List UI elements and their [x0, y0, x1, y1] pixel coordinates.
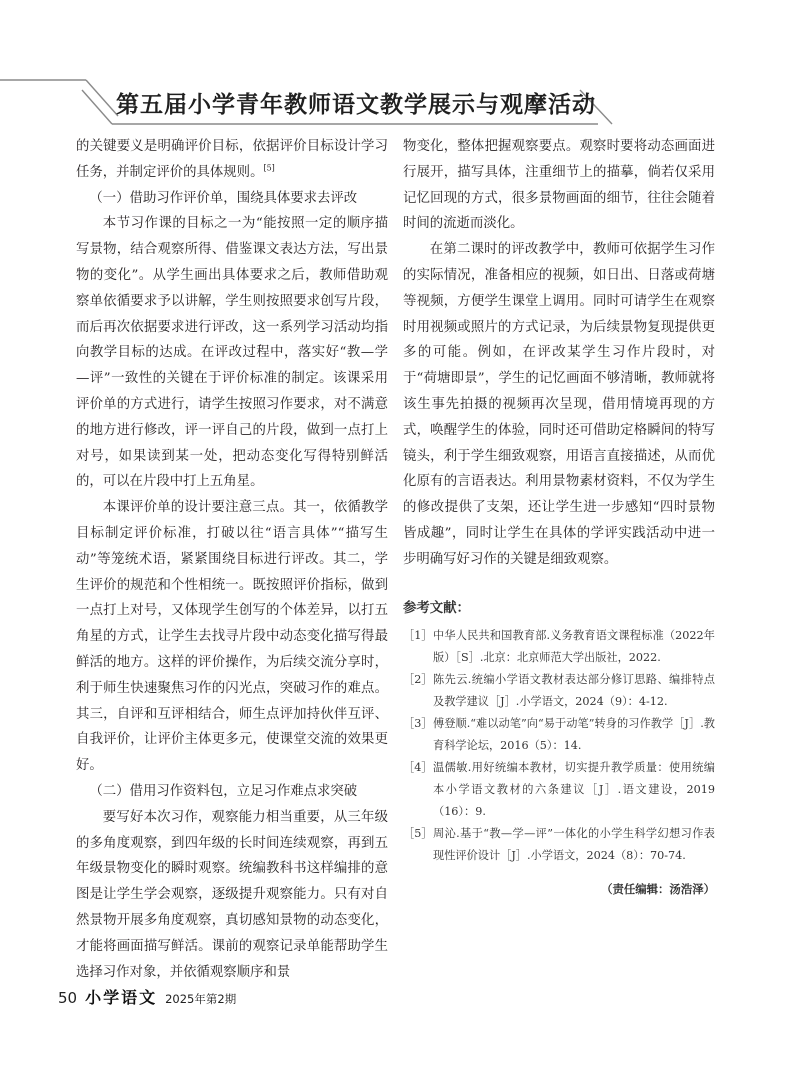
reference-item	[403, 713, 715, 757]
paragraph: 在第二课时的评改教学中，教师可依据学生习作的实际情况，准备相应的视频，如日出、日落或荷塘等视频，方便学生课堂上调用。同时可请学生在观察时用视频或照片的方式记录，为后续景物复现提供更多的可能。例如，在评改某学生习作片段时，对于“荷塘即景”，学生的记忆画面不够清晰，教师就将该生事先拍摄的视频再次呈现，借用情境再现的方式，唤醒学生的体验，同时还可借助定格瞬间的特写镜头，利于学生细致观察，用语言直接描述，从而优化原有的言语表达。利用景物素材资料，不仅为学生的修改提供了支架，还让学生进一步感知“四时景物皆成趣”，同时让学生在具体的学评实践活动中进一步明确写好习作的关键是细致观察。	[403, 242, 715, 567]
reference-text: 陈先云.统编小学语文教材表达部分修订思路、编排特点及教学建议［J］.小学语文，2024（9）：4-12.	[433, 672, 715, 708]
page-number: 50	[58, 989, 78, 1007]
section-heading-subtitle: 立足习作难点求突破	[236, 783, 358, 799]
references-list	[403, 625, 715, 867]
reference-number: ［2］	[403, 672, 433, 686]
paragraph: 物变化，整体把握观察要点。观察时要将动态画面进行展开，描写具体，注重细节上的描摹，倘若仅采用记忆回现的方式，很多景物画面的细节，往往会随着时间的流逝而淡化。	[403, 139, 715, 232]
reference-text: 傅登顺.“难以动笔”向“易于动笔”转身的习作教学［J］.教育科学论坛，2016（5）：14.	[433, 716, 715, 752]
reference-number: ［3］	[403, 716, 433, 730]
header-banner	[0, 70, 800, 134]
journal-name: 小学语文	[85, 988, 158, 1007]
reference-number: ［1］	[403, 628, 433, 642]
reference-text: 周沁.基于“教—学—评”一体化的小学生科学幻想习作表现性评价设计［J］.小学语文，2024（8）：70-74.	[433, 826, 715, 862]
reference-number: ［4］	[403, 760, 433, 774]
issue-label: 2025年第2期	[165, 992, 237, 1006]
citation-marker: [5]	[263, 163, 275, 173]
reference-text: 温儒敏.用好统编本教材，切实提升教学质量：使用统编本小学语文教材的六条建议［J］.语文建设，2019（16）：9.	[433, 760, 715, 818]
reference-item	[403, 669, 715, 713]
right-column	[403, 134, 715, 902]
reference-item	[403, 757, 715, 823]
responsible-editor: （责任编辑：汤浩泽）	[601, 881, 715, 896]
reference-item	[403, 823, 715, 867]
section-heading-subtitle: 围绕具体要求去评改	[236, 190, 358, 206]
reference-text: 中华人民共和国教育部.义务教育语文课程标准（2022年版）［S］.北京：北京师范大学出版社，2022.	[433, 628, 715, 664]
page-footer	[58, 985, 236, 1007]
paragraph	[76, 134, 388, 186]
paragraph-text: 的关键要义是明确评价目标，依据评价目标设计学习任务，并制定评价的具体规则。	[76, 139, 388, 180]
references-heading: 参考文献：	[403, 600, 470, 616]
paragraph: 要写好本次习作，观察能力相当重要，从三年级的多角度观察，到四年级的长时间连续观察，再到五年级景物变化的瞬时观察。统编教科书这样编排的意图是让学生学会观察，逐级提升观察能力。只有对自然景物开展多角度观察，真切感知景物的动态变化，才能将画面描写鲜活。课前的观察记录单能帮助学生选择习作对象，并依循观察顺序和景	[76, 809, 388, 980]
paragraph: 本节习作课的目标之一为“能按照一定的顺序描写景物，结合观察所得、借鉴课文表达方法，写出景物的变化”。从学生画出具体要求之后，教师借助观察单依循要求予以讲解，学生则按照要求创写片段，而后再次依据要求进行评改，这一系列学习活动均指向教学目标的达成。在评改过程中，落实好“教—学—评”一致性的关键在于评价标准的制定。该课采用评价单的方式进行，请学生按照习作要求，对不满意的地方进行修改，评一评自己的片段，做到一点打上对号，如果读到某一处，把动态变化写得特别鲜活的，可以在片段中打上五角星。	[76, 216, 388, 490]
paragraph: 本课评价单的设计要注意三点。其一，依循教学目标制定评价标准，打破以往“语言具体”“描写生动”等笼统术语，紧紧围绕目标进行评改。其二，学生评价的规范和个性相统一。既按照评价指标，做到一点打上对号，又体现学生创写的个体差异，以打五角星的方式，让学生去找寻片段中动态变化描写得最鲜活的地方。这样的评价操作，为后续交流分享时，利于师生快速聚焦习作的闪光点，突破习作的难点。其三，自评和互评相结合，师生点评加持伙伴互评、自我评价，让评价主体更多元，使课堂交流的效果更好。	[76, 500, 388, 774]
reference-number: ［5］	[403, 826, 433, 840]
section-heading-label: （一）借助习作评价单，	[89, 190, 237, 206]
section-heading-label: （二）借用习作资料包，	[89, 783, 237, 799]
left-column	[76, 134, 388, 985]
page-header-title: 第五届小学青年教师语文教学展示与观摩活动	[116, 92, 596, 118]
section-heading-1	[76, 186, 388, 212]
reference-item	[403, 625, 715, 669]
section-heading-2	[76, 779, 388, 805]
